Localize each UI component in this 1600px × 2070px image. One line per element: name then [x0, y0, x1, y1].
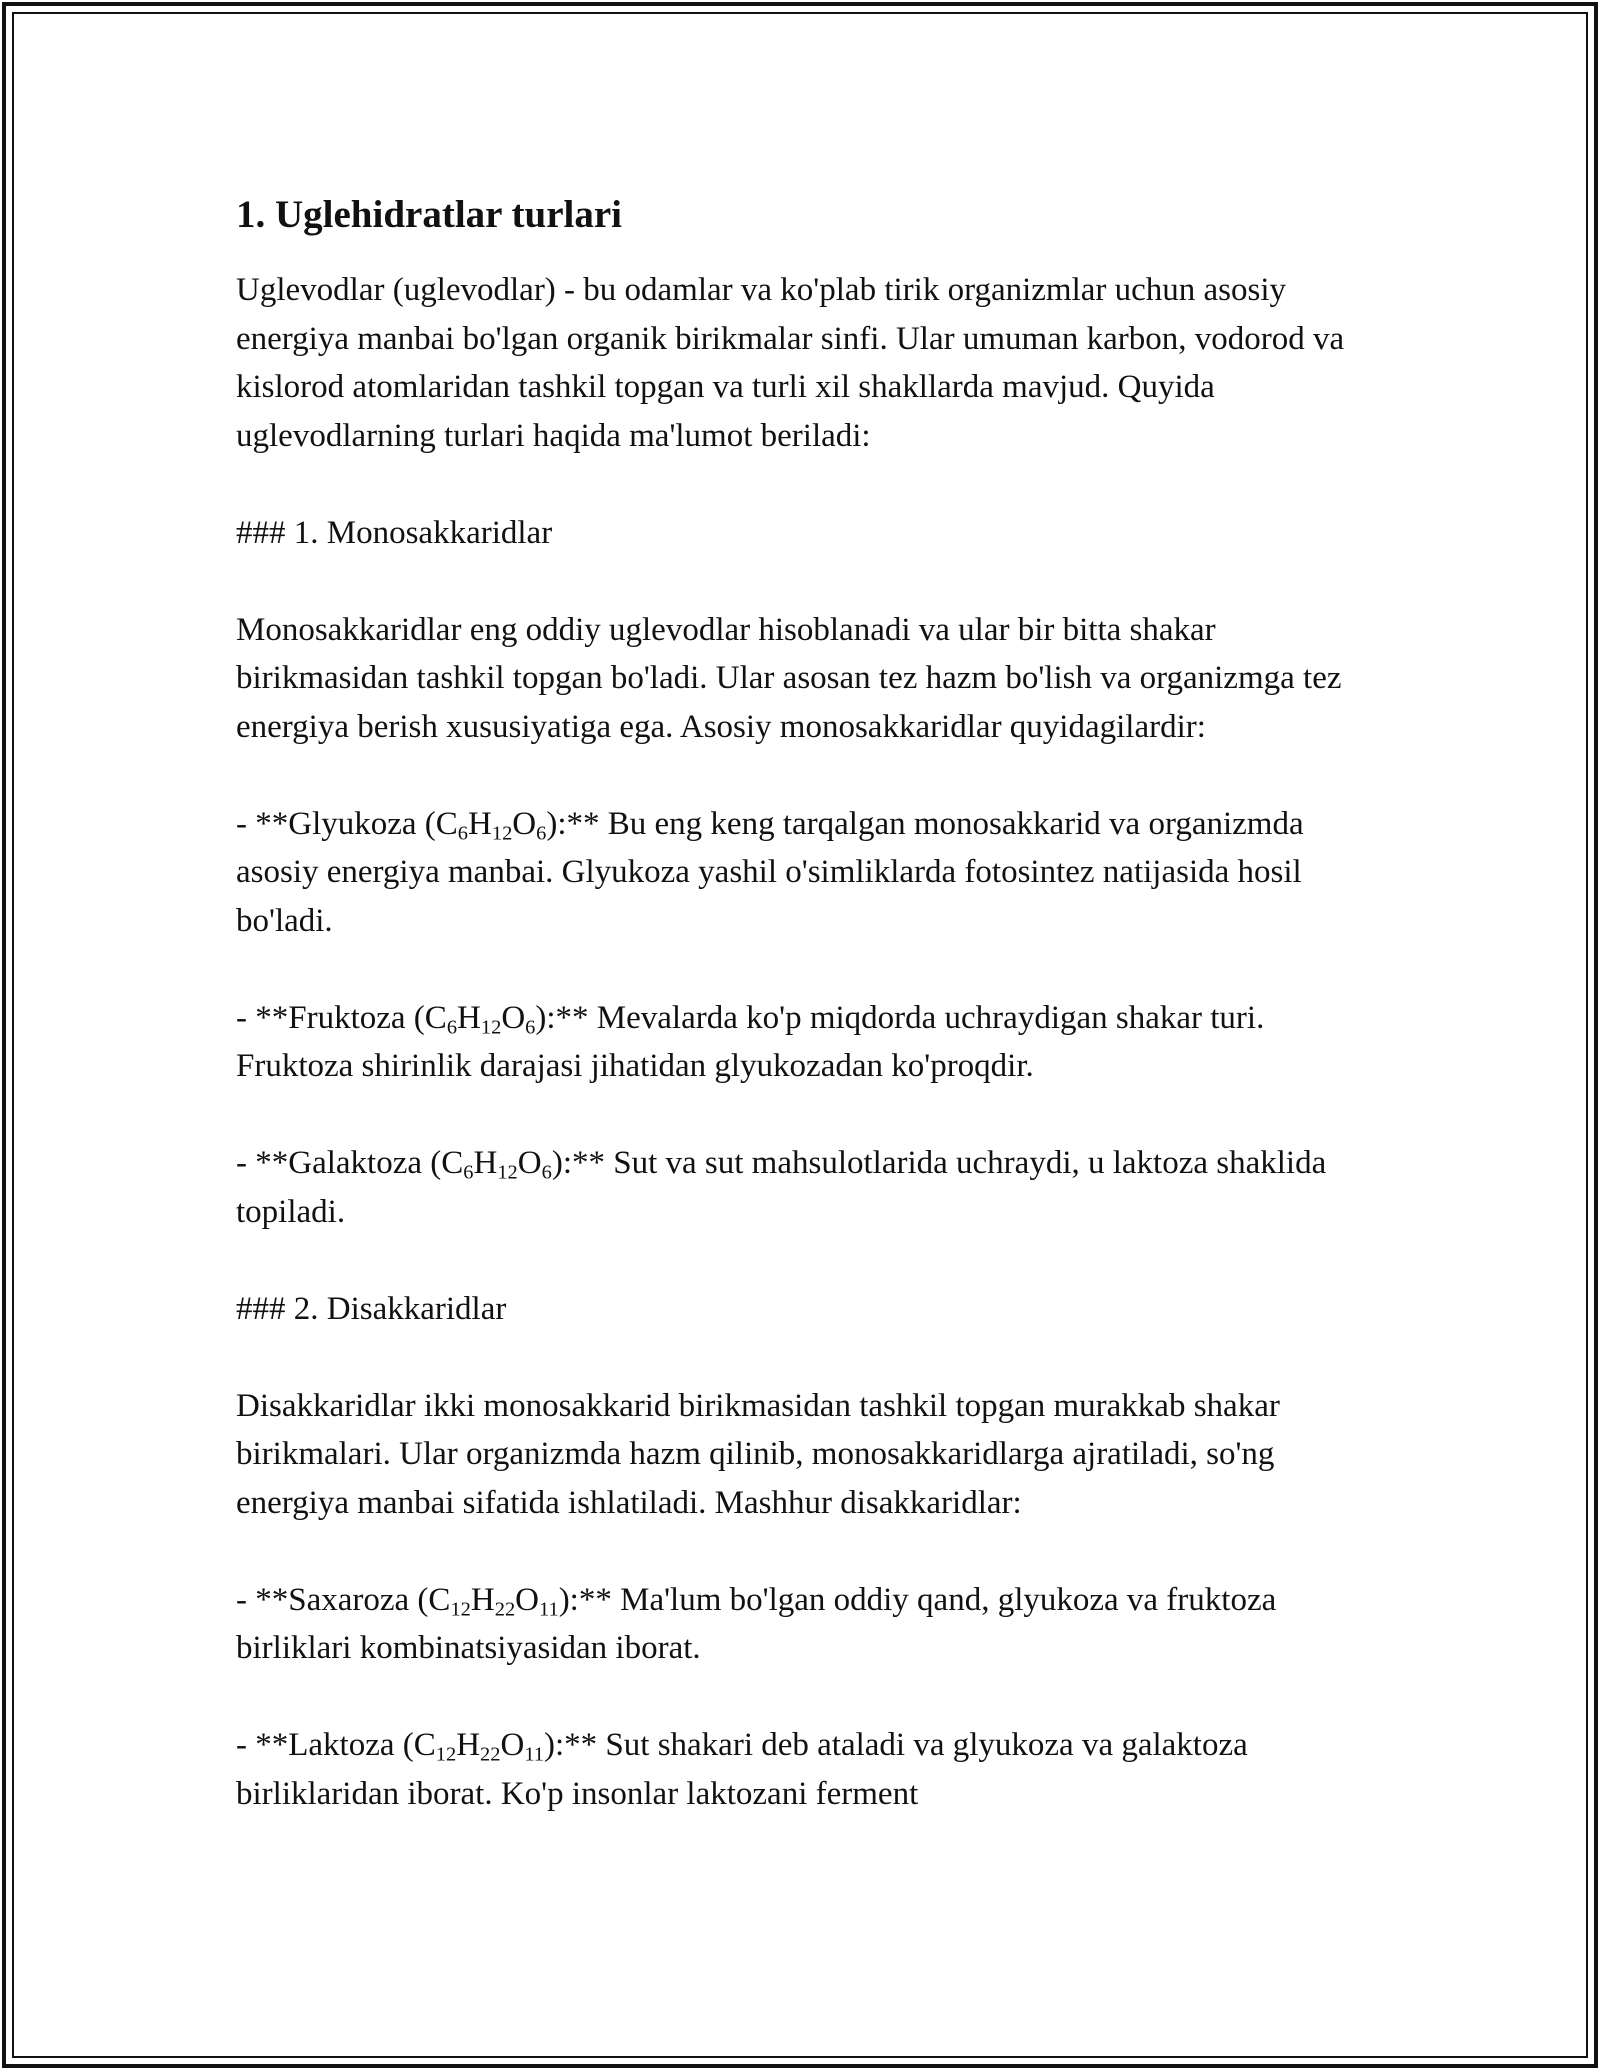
document-content [236, 184, 1376, 1818]
section-body-monosakkaridlar: Monosakkaridlar eng oddiy uglevodlar hisoblanadi va ular bir bitta shakar birikmasidan tashkil topgan bo'ladi. Ular asosan tez hazm bo'lish va organizmga tez energiya berish xususiyatiga ega. Asosiy monosakkaridlar quyidagilardir: [236, 611, 1342, 745]
list-item-saxaroza: - **Saxaroza $(C_{12}H_{22}O_{11}):**$ Ma'lum bo'lgan oddiy qand, glyukoza va fruktoza birliklari kombinatsiyasidan iborat. [236, 1581, 1277, 1666]
spacer [236, 945, 1376, 994]
page-title: 1. Uglehidratlar turlari [236, 193, 622, 236]
section-heading-disakkaridlar: ### 2. Disakkaridlar [236, 1290, 507, 1327]
spacer [236, 460, 1376, 509]
spacer [236, 751, 1376, 800]
spacer [236, 1236, 1376, 1285]
spacer [236, 1091, 1376, 1140]
list-item-glyukoza: - **Glyukoza $(C_6H_{12}O_6):**$ Bu eng keng tarqalgan monosakkarid va organizmda asosiy energiya manbai. Glyukoza yashil o'simliklarda fotosintez natijasida hosil bo'ladi. [236, 805, 1304, 939]
section-heading-monosakkaridlar: ### 1. Monosakkaridlar [236, 514, 553, 551]
spacer [236, 1333, 1376, 1382]
section-body-disakkaridlar: Disakkaridlar ikki monosakkarid birikmasidan tashkil topgan murakkab shakar birikmalari. Ular organizmda hazm qilinib, monosakkaridlarga ajratiladi, so'ng energiya manbai sifatida ishlatiladi. Mashhur disakkaridlar: [236, 1387, 1280, 1521]
spacer [236, 1673, 1376, 1722]
list-item-fruktoza: - **Fruktoza $(C_6H_{12}O_6):**$ Mevalarda ko'p miqdorda uchraydigan shakar turi. Fruktoza shirinlik darajasi jihatidan glyukozadan ko'proqdir. [236, 999, 1265, 1084]
spacer [236, 557, 1376, 606]
list-item-laktoza: - **Laktoza $(C_{12}H_{22}O_{11}):**$ Sut shakari deb ataladi va glyukoza va galaktoza birliklaridan iborat. Ko'p insonlar laktozani ferment [236, 1727, 1248, 1812]
list-item-galaktoza: - **Galaktoza $(C_6H_{12}O_6):**$ Sut va sut mahsulotlarida uchraydi, u laktoza shaklida topiladi. [236, 1145, 1327, 1230]
spacer [236, 1527, 1376, 1576]
intro-paragraph: Uglevodlar (uglevodlar) - bu odamlar va ko'plab tirik organizmlar uchun asosiy energiya manbai bo'lgan organik birikmalar sinfi. Ular umuman karbon, vodorod va kislorod atomlaridan tashkil topgan va turli xil shakllarda mavjud. Quyida uglevodlarning turlari haqida ma'lumot beriladi: [236, 272, 1345, 454]
